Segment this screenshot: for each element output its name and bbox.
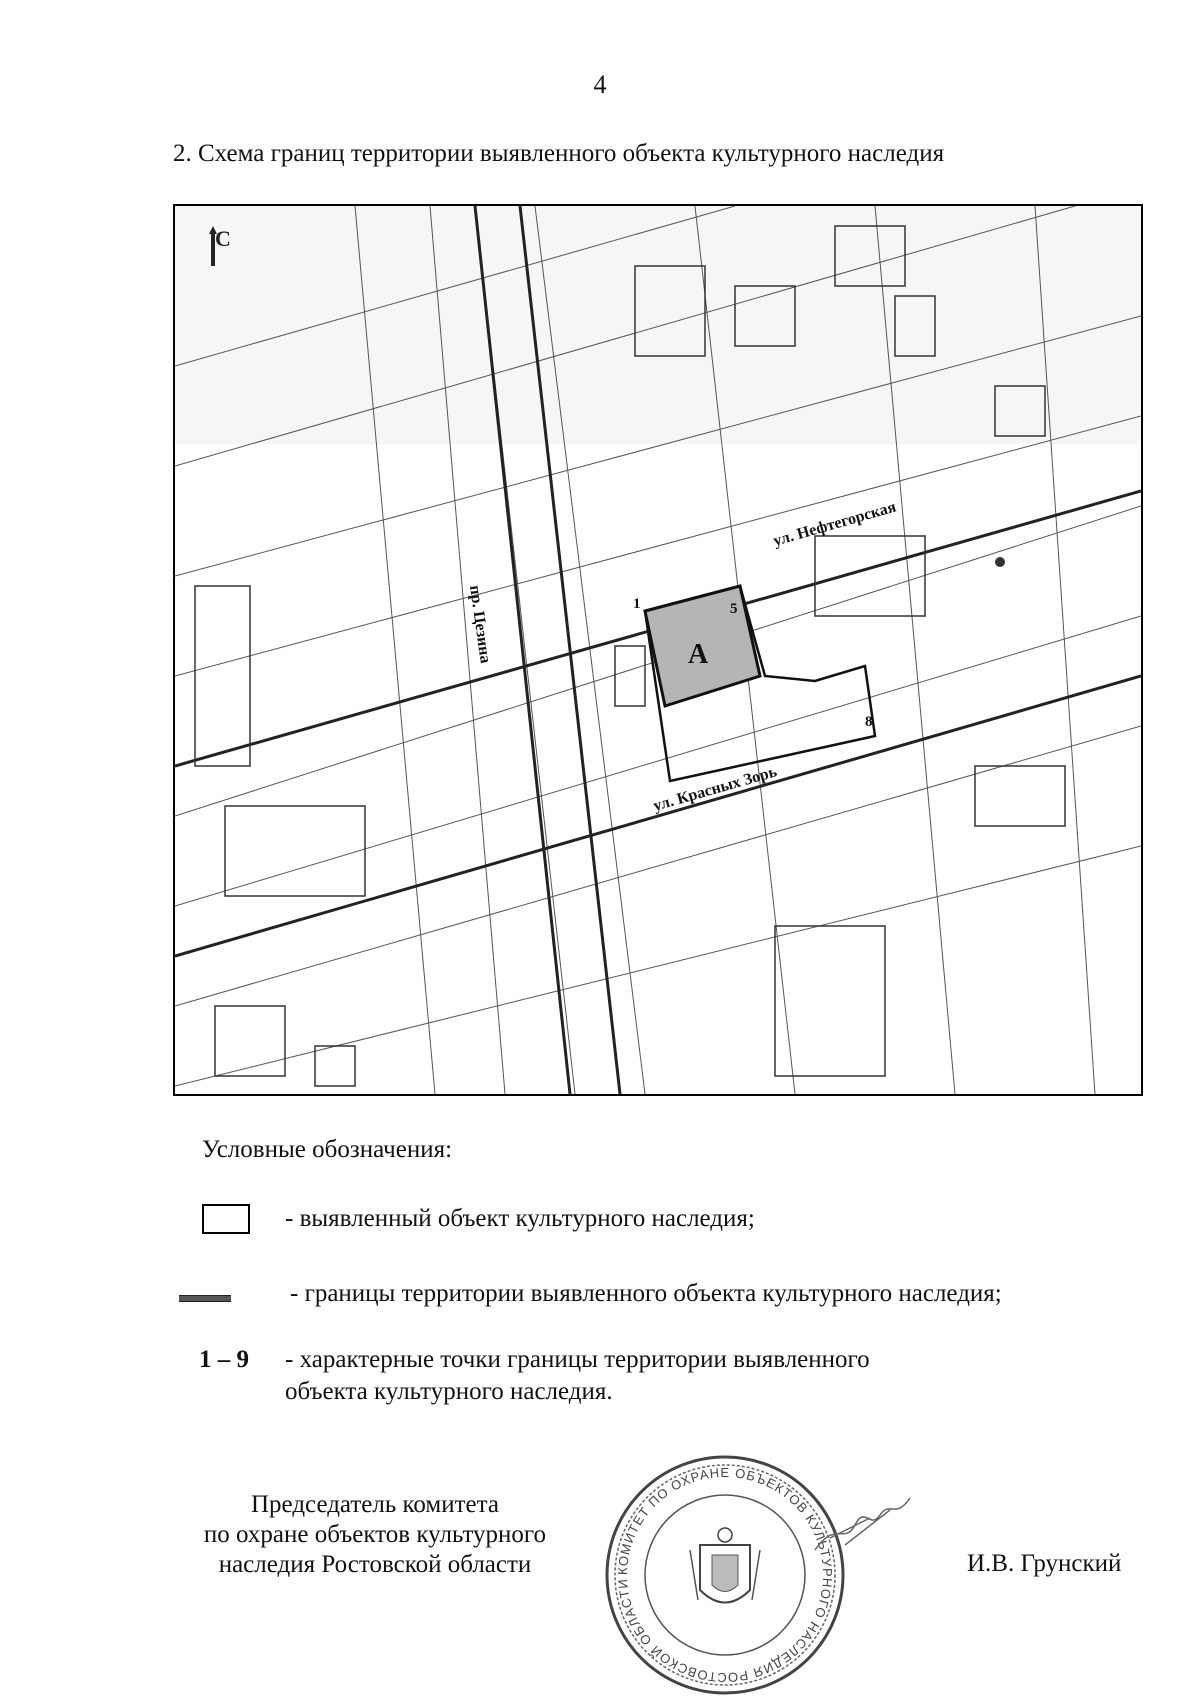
legend-text-points-line1: - характерные точки границы территории выявленного (285, 1346, 870, 1373)
street-label-krasnykh-zor: ул. Красных Зорь (651, 763, 779, 815)
north-label: С (215, 226, 231, 251)
section-title: 2. Схема границ территории выявленного объекта культурного наследия (173, 140, 945, 167)
signatory-title-line2: по охране объектов культурного (203, 1521, 547, 1548)
legend-text-points-line2: объекта культурного наследия. (285, 1378, 613, 1405)
boundary-map (173, 204, 1143, 1096)
signatory-title-line1: Председатель комитета (251, 1491, 499, 1518)
handwritten-signature (810, 1490, 920, 1560)
street-label-prospekt: пр. Цезина (466, 584, 494, 665)
object-label: А (688, 639, 709, 670)
boundary-point-1: 1 (633, 596, 641, 612)
street-label-neftegorskaya: ул. Нефтегорская (771, 498, 899, 550)
boundary-point-8: 8 (865, 714, 873, 730)
signatory-title-line3: наследия Ростовской области (218, 1551, 532, 1578)
legend-text-object: - выявленный объект культурного наследия; (285, 1205, 755, 1232)
signatory-name: И.В. Грунский (967, 1550, 1122, 1577)
legend-box-symbol (202, 1204, 250, 1234)
seal-text: КОМИТЕТ ПО ОХРАНЕ ОБЪЕКТОВ КУЛЬТУРНОГО НАСЛЕДИЯ РОСТОВСКОЙ ОБЛАСТИ (614, 1464, 836, 1686)
legend-title: Условные обозначения: (202, 1136, 453, 1163)
coat-of-arms-icon (690, 1528, 760, 1603)
map-marker-icon (995, 557, 1005, 567)
legend-text-boundary: - границы территории выявленного объекта культурного наследия; (290, 1280, 1002, 1307)
legend-points-symbol: 1 – 9 (199, 1346, 249, 1373)
signatory-title (160, 1490, 590, 1580)
page-number: 4 (593, 70, 607, 99)
legend-line-symbol (179, 1295, 231, 1302)
boundary-point-5: 5 (730, 601, 738, 617)
official-seal (600, 1450, 850, 1700)
map-drawing (175, 206, 1141, 1094)
